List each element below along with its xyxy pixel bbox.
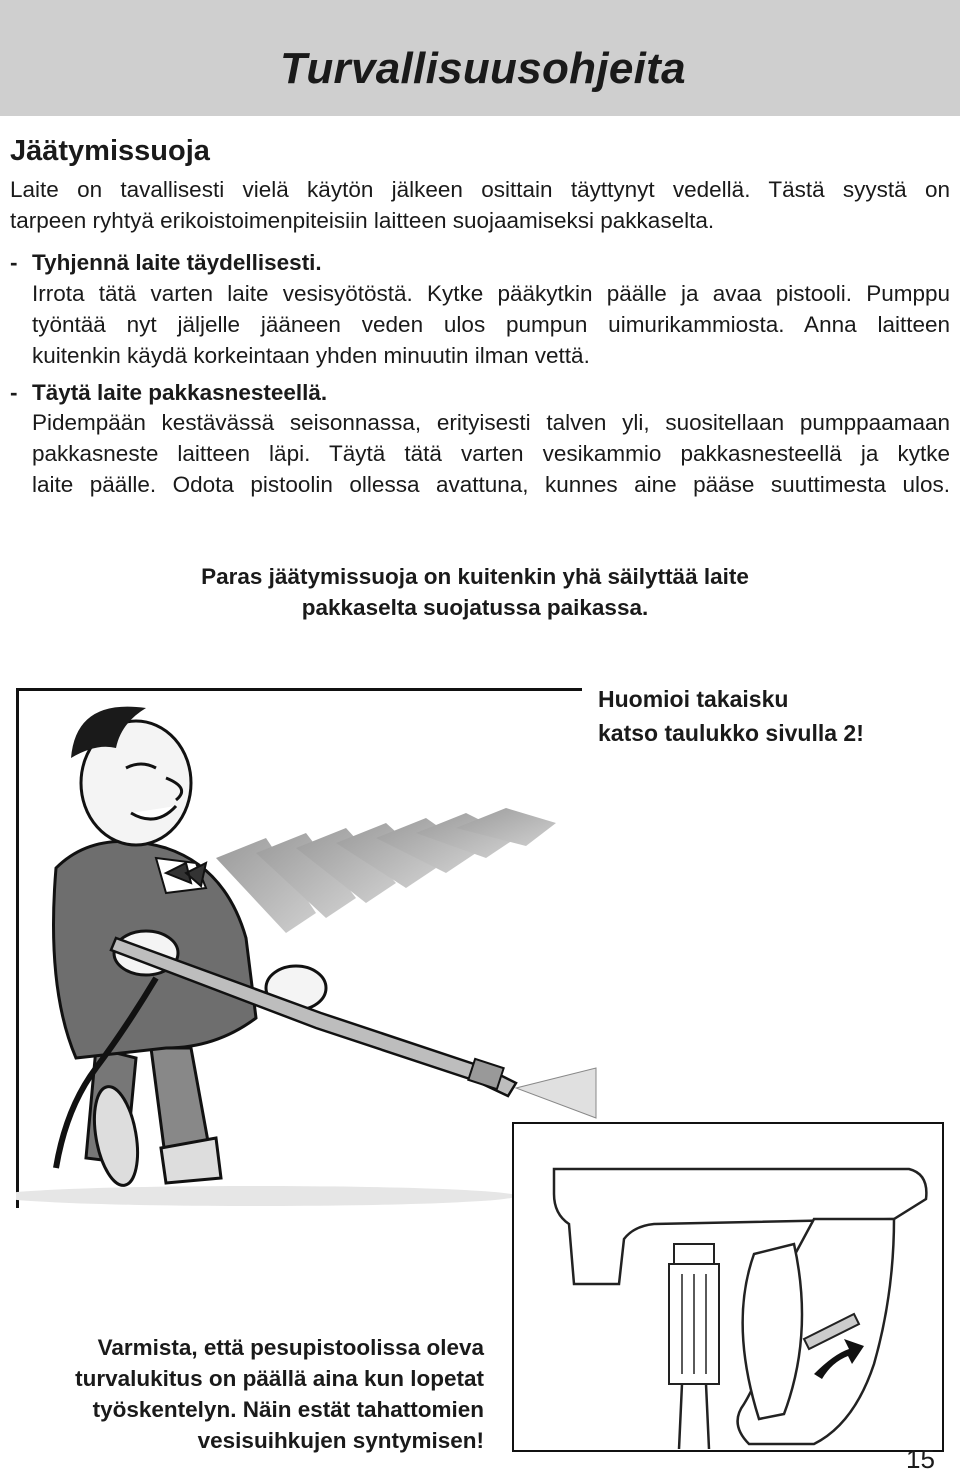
safety-note-line: turvalukitus on päällä aina kun lopetat — [75, 1366, 484, 1391]
recoil-note — [598, 682, 864, 750]
body-line: pakkasneste laitteen läpi. Täytä tätä varten vesikammio pakkasnesteellä ja kytke — [32, 441, 950, 466]
safety-lock-note — [10, 1332, 484, 1456]
bullet-body — [32, 407, 950, 500]
intro-line: Laite on tavallisesti vielä käytön jälkeen osittain täyttynyt vedellä. Tästä syystä on — [10, 177, 950, 202]
body-line: kuitenkin käydä korkeintaan yhden minuutin ilman vettä. — [32, 343, 590, 368]
man-legs — [86, 1048, 221, 1189]
man-head — [71, 707, 191, 845]
recoil-note-line: katso taulukko sivulla 2! — [598, 720, 864, 746]
bullet-body — [32, 278, 950, 371]
callout-line: pakkaselta suojatussa paikassa. — [301, 595, 649, 620]
safety-note-line: työskentelyn. Näin estät tahattomien — [92, 1397, 484, 1422]
bullet-title: Tyhjennä laite täydellisesti. — [32, 250, 322, 275]
callout-line: Paras jäätymissuoja on kuitenkin yhä säilyttää laite — [201, 564, 749, 589]
spray-gun-illustration — [514, 1124, 941, 1449]
section-heading: Jäätymissuoja — [10, 135, 210, 167]
spray-gun-detail-box — [512, 1122, 944, 1452]
safety-note-line: vesisuihkujen syntymisen! — [197, 1428, 484, 1453]
floor-shadow — [16, 1186, 516, 1206]
bullet-dash: - — [10, 250, 18, 275]
recoil-note-line: Huomioi takaisku — [598, 686, 789, 712]
page-title: Turvallisuusohjeita — [280, 44, 686, 93]
bullet-title: Täytä laite pakkasnesteellä. — [32, 380, 328, 405]
safety-note-line: Varmista, että pesupistoolissa oleva — [97, 1335, 484, 1360]
storage-callout — [130, 561, 820, 623]
recoil-chevrons — [216, 808, 556, 933]
intro-paragraph — [10, 174, 950, 236]
body-line: laite päälle. Odota pistoolin ollessa avattuna, kunnes aine pääse suuttimesta ulos. — [32, 472, 950, 497]
page-number: 15 — [906, 1444, 935, 1474]
intro-line: tarpeen ryhtyä erikoistoimenpiteisiin laitteen suojaamiseksi pakkaselta. — [10, 208, 715, 233]
body-line: Irrota tätä varten laite vesisyötöstä. Kytke pääkytkin päälle ja avaa pistooli. Pumppu — [32, 281, 950, 306]
bullet-dash: - — [10, 380, 18, 405]
body-line: Pidempään kestävässä seisonnassa, erityisesti talven yli, suositellaan pumppaamaan — [32, 410, 950, 435]
water-spray — [516, 1068, 596, 1118]
body-line: työntää nyt jäljelle jääneen veden ulos pumpun uimurikammiosta. Anna laitteen — [32, 312, 950, 337]
